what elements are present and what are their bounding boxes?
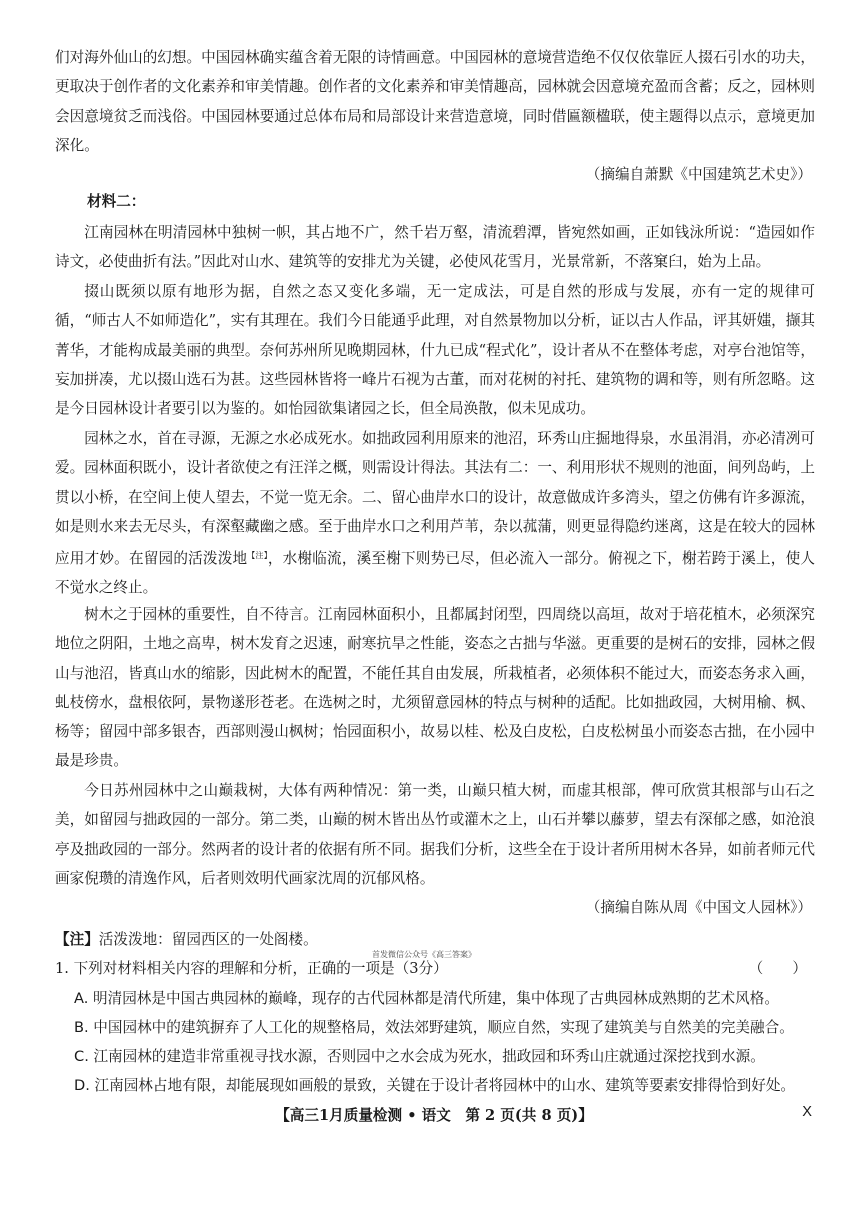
material-2-heading: 材料二：	[87, 193, 146, 210]
option-a: A. 明清园林是中国古典园林的巅峰，现存的古代园林都是清代所建，集中体现了古典园林成熟期的艺术风格。	[74, 990, 779, 1007]
footer-mark: X	[802, 1104, 812, 1120]
option-c: C. 江南园林的建造非常重视寻找水源，否则园中之水会成为死水，拙政园和环秀山庄就通过深挖找到水源。	[74, 1048, 765, 1065]
paragraph-3-part-2: ，水榭临流，溪至榭下则势已尽，但必流入一部分。俯视之下，榭若跨于溪上，使人不觉水之终止。	[55, 550, 815, 597]
material-1-closing-paragraph: 们对海外仙山的幻想。中国园林确实蕴含着无限的诗情画意。中国园林的意境营造绝不仅仅依靠匠人掇石引水的功夫，更取决于创作者的文化素养和审美情趣。创作者的文化素养和审美情趣高，园林就会因意境充盈而含蓄；反之，园林则会因意境贫乏而浅俗。中国园林要通过总体布局和局部设计来营造意境，同时借匾额楹联，使主题得以点示，意境更加深化。	[55, 49, 815, 154]
material-2-paragraph-2: 掇山既须以原有地形为据，自然之态又变化多端，无一定成法，可是自然的形成与发展，亦有一定的规律可循，“师古人不如师造化”，实有其理在。我们今日能通乎此理，对自然景物加以分析，证以古人作品，评其妍媸，撷其菁华，才能构成最美丽的典型。奈何苏州所见晚期园林，什九已成“程式化”，设计者从不在整体考虑，对亭台池馆等，妄加拼凑，尤以掇山选石为甚。这些园林皆将一峰片石视为古董，而对花树的衬托、建筑物的调和等，则有所忽略。这是今日园林设计者要引以为鉴的。如怡园欲集诸园之长，但全局涣散，似未见成功。	[55, 283, 815, 418]
note-label: 【注】	[55, 931, 99, 948]
material-2-paragraph-5: 今日苏州园林中之山巅栽树，大体有两种情况：第一类，山巅只植大树，而虚其根部，俾可欣赏其根部与山石之美，如留园与拙政园的一部分。第二类，山巅的树木皆出丛竹或灌木之上，山石并攀以藤萝，望去有深郁之感，如沧浪亭及拙政园的一部分。然两者的设计者的依据有所不同。据我们分析，这些全在于设计者所用树木各异，如前者师元代画家倪瓒的清逸作风，后者则效明代画家沈周的沉郁风格。	[55, 782, 815, 887]
source-citation-2: （摘编自陈从周《中国文人园林》）	[585, 899, 812, 916]
material-2-paragraph-1: 江南园林在明清园林中独树一帜，其占地不广，然千岩万壑，清流碧潭，皆宛然如画，正如钱泳所说：“造园如作诗文，必使曲折有法。”因此对山水、建筑等的安排尤为关键，必使风花雪月，光景常新，不落窠臼，始为上品。	[55, 224, 815, 271]
material-2-paragraph-4: 树木之于园林的重要性，自不待言。江南园林面积小，且都属封闭型，四周绕以高垣，故对于培花植木，必须深究地位之阴阳，土地之高卑，树木发育之迟速，耐寒抗旱之性能，姿态之古拙与华滋。更重要的是树石的安排，园林之假山与池沼，皆真山水的缩影，因此树木的配置，不能任其自由发展，所栽植者，必须体积不能过大，而姿态务求入画，虬枝傍水，盘根依阿，景物遂形苍老。在选树之时，尤须留意园林的特点与树种的适配。比如拙政园，大树用榆、枫、杨等；留园中部多银杏，西部则漫山枫树；怡园面积小，故易以桂、松及白皮松，白皮松树虽小而姿态古拙，在小园中最是珍贵。	[55, 606, 815, 770]
source-citation-1: （摘编自萧默《中国建筑艺术史》）	[585, 166, 812, 183]
annotation-note	[55, 928, 318, 949]
note-mark: 【注】	[247, 551, 268, 561]
note-text: 活泼泼地：留园西区的一处阁楼。	[98, 931, 318, 948]
page-footer: 【高三1月质量检测 • 语文 第 2 页(共 8 页)】	[275, 1107, 593, 1124]
answer-blank: （ ）	[748, 960, 807, 977]
material-2-paragraph-3	[55, 424, 815, 603]
option-b: B. 中国园林中的建筑摒弃了人工化的规整格局，效法郊野建筑，顺应自然，实现了建筑美与自然美的完美融合。	[74, 1019, 794, 1036]
paragraph-3-part-1: 园林之水，首在寻源，无源之水必成死水。如拙政园利用原来的池沼，环秀山庄掘地得泉，水虽涓涓，亦必清冽可爱。园林面积既小，设计者欲使之有汪洋之概，则需设计得法。其法有二：一、利用形状不规则的池面，间列岛屿，上贯以小桥，在空间上使人望去，不觉一览无余。二、留心曲岸水口的设计，故意做成许多湾头，望之仿佛有许多源流，如是则水来去无尽头，有深壑藏幽之感。至于曲岸水口之利用芦苇，杂以菰蒲，则更显得隐约迷离，这是在较大的园林应用才妙。在留园的活泼泼地	[55, 430, 815, 568]
question-1-text: 1. 下列对材料相关内容的理解和分析，正确的一项是（3分）	[55, 960, 448, 977]
watermark-stamp: 首发微信公众号《高三答案》	[372, 950, 476, 959]
option-d: D. 江南园林占地有限，却能展现如画般的景致，关键在于设计者将园林中的山水、建筑等要素安排得恰到好处。	[74, 1077, 796, 1094]
question-1	[55, 957, 815, 978]
